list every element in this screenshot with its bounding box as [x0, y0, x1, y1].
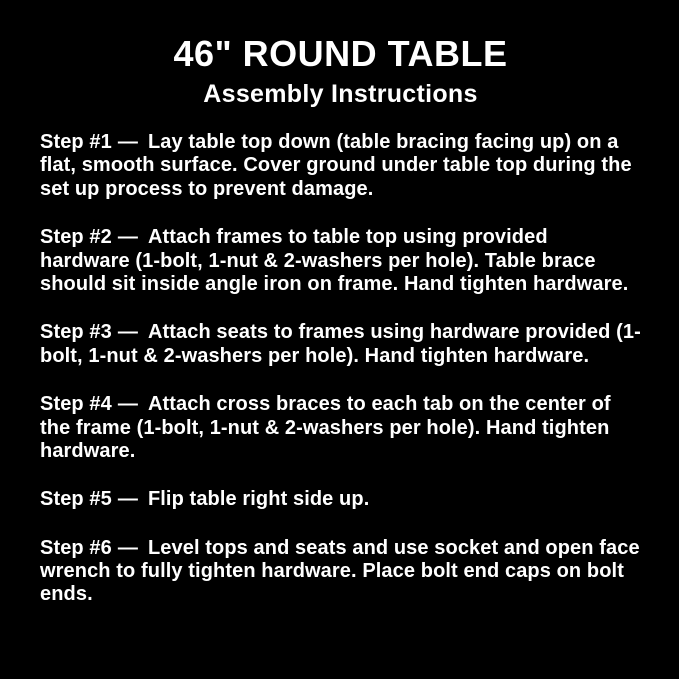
step-4-paragraph	[40, 393, 641, 463]
step-6-text: Level tops and seats and use socket and open face wrench to fully tighten hardware. Place bolt end caps on bolt ends.	[40, 536, 640, 606]
step-3-paragraph	[40, 321, 641, 368]
step-3-text: Attach seats to frames using hardware provided (1-bolt, 1-nut & 2-washers per hole). Hand tighten hardware.	[40, 321, 641, 367]
poster-title: 46" ROUND TABLE	[173, 33, 508, 74]
step-4-text: Attach cross braces to each tab on the center of the frame (1-bolt, 1-nut & 2-washers per hole). Hand tighten hardware.	[40, 393, 611, 462]
step-5-dash: —	[117, 488, 138, 511]
poster-subtitle: Assembly Instructions	[203, 80, 478, 108]
poster-header	[40, 33, 641, 108]
step-3-label: Step #3	[40, 321, 112, 344]
step-6-dash: —	[117, 536, 138, 559]
step-5-label: Step #5	[40, 488, 112, 511]
step-2-paragraph	[40, 226, 641, 296]
step-1-paragraph	[40, 131, 641, 201]
step-2-dash: —	[117, 226, 138, 249]
step-1-text: Lay table top down (table bracing facing up) on a flat, smooth surface. Cover ground under table top during the set up process to prevent damage.	[40, 131, 632, 200]
step-6-paragraph	[40, 537, 641, 607]
step-3-dash: —	[117, 321, 138, 344]
step-1-dash: —	[117, 131, 138, 153]
steps-list	[40, 131, 641, 607]
step-2-text: Attach frames to table top using provided hardware (1-bolt, 1-nut & 2-washers per hole). Table brace should sit inside angle iron on frame. Hand tighten hardware.	[40, 226, 629, 295]
step-6-label: Step #6	[40, 536, 112, 559]
step-5-text: Flip table right side up.	[147, 488, 370, 511]
step-4-label: Step #4	[40, 393, 112, 416]
step-1-label: Step #1	[40, 131, 112, 153]
step-5-paragraph	[40, 488, 641, 511]
step-4-dash: —	[117, 393, 138, 416]
step-2-label: Step #2	[40, 226, 112, 249]
